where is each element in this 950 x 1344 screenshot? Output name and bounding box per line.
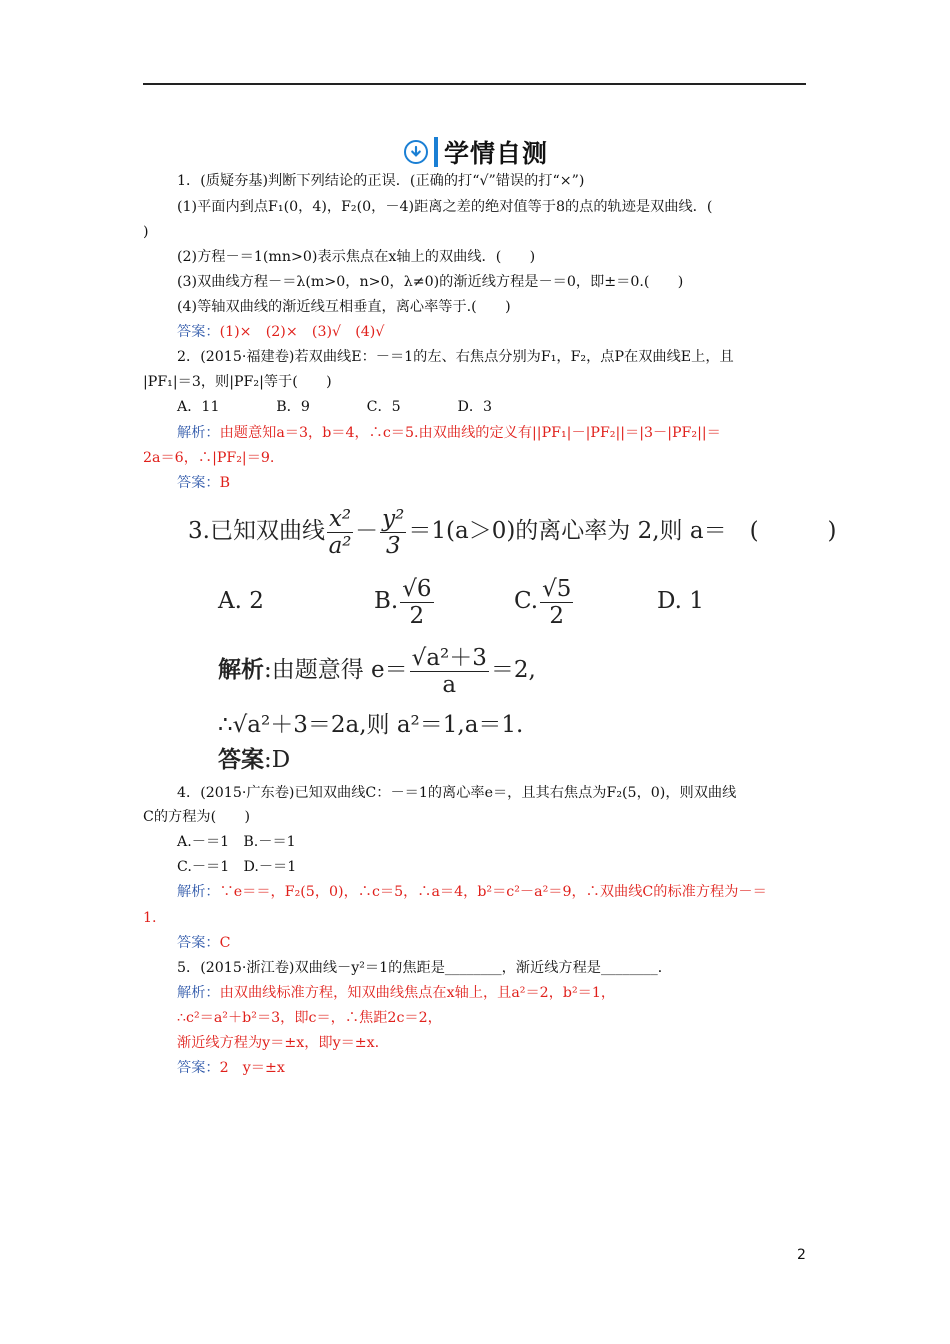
q4-stem: 4．(2015·广东卷)已知双曲线C：－＝1的离心率e＝，且其右焦点为F₂(5，0)，则双曲线 <box>177 785 737 801</box>
q3-fraction-x: $\frac{\text{x²}}{\text{a²}}$ <box>328 505 352 559</box>
analysis-text: 由题意知a＝3，b＝4，∴c＝5.由双曲线的定义有||PF₁|－|PF₂||＝|3－|PF₂||＝ <box>219 425 721 441</box>
q3-stem: 3.已知双曲线 $\frac{\text{x²}}{\text{a²}}$ － $\frac{\text{y²}}{3}$ ＝1(a＞0)的离心率为 2,则 a＝ ( ) <box>188 505 837 559</box>
q1-stem: 1．(质疑夯基)判断下列结论的正误．(正确的打“√”错误的打“×”) <box>177 173 585 189</box>
q3-answer: 答案:D <box>218 747 291 773</box>
q3-analysis-line2: ∴√a²＋3＝2a,则 a²＝1,a＝1. <box>218 712 524 738</box>
section-title: 学情自测 <box>444 139 549 168</box>
q3-option-b: B. $\frac{√6}{2}$ <box>374 575 432 629</box>
q2-analysis-cont: 2a＝6，∴|PF₂|＝9. <box>143 450 275 466</box>
q3-fraction-y: $\frac{\text{y²}}{3}$ <box>382 505 405 559</box>
q1-statement-1: (1)平面内到点F₁(0，4)，F₂(0，－4)距离之差的绝对值等于8的点的轨迹是双曲线．( <box>177 199 713 215</box>
answer-value: B <box>219 475 231 491</box>
answer-label: 答案： <box>177 935 220 951</box>
q3-stem-post: ＝1(a＞0)的离心率为 2,则 a＝ ( ) <box>408 518 837 544</box>
q5-answer <box>177 1058 285 1078</box>
q1-statement-4: (4)等轴双曲线的渐近线互相垂直，离心率等于.( ) <box>177 299 511 315</box>
q3-option-a: A. 2 <box>218 588 264 614</box>
q4-analysis <box>177 882 767 902</box>
analysis-label: 解析： <box>177 985 220 1001</box>
q5-analysis <box>177 983 615 1003</box>
answer-value: (1)× (2)× (3)√ (4)√ <box>219 324 385 340</box>
q1-answer <box>177 322 384 342</box>
answer-label: 答案 <box>218 747 264 773</box>
q1-statement-3: (3)双曲线方程－＝λ(m>0，n>0，λ≠0)的渐近线方程是－＝0，即±＝0.( ) <box>177 274 684 290</box>
answer-label: 答案： <box>177 475 220 491</box>
analysis-label: 解析： <box>177 884 220 900</box>
q5-analysis-line2: ∴c²＝a²＋b²＝3，即c＝，∴焦距2c＝2， <box>177 1010 442 1026</box>
q3-option-c: C. $\frac{√5}{2}$ <box>514 575 572 629</box>
q3-stem-pre: 3.已知双曲线 <box>188 518 325 544</box>
q4-analysis-cont: 1. <box>143 910 157 926</box>
answer-label: 答案： <box>177 324 220 340</box>
header-rule <box>143 83 806 85</box>
section-header <box>404 134 548 170</box>
download-arrow-icon <box>404 140 428 164</box>
q4-stem-cont: C的方程为( ) <box>143 809 251 825</box>
q4-options-ab: A.－＝1 B.－＝1 <box>177 834 296 850</box>
answer-label: 答案： <box>177 1060 220 1076</box>
analysis-text: ∵e＝＝，F₂(5，0)，∴c＝5，∴a＝4，b²＝c²－a²＝9，∴双曲线C的标准方程为－＝ <box>219 884 767 900</box>
page-number: 2 <box>797 1247 806 1263</box>
q5-analysis-line3: 渐近线方程为y＝±x，即y＝±x. <box>177 1035 380 1051</box>
q3-analysis: 解析:由题意得 e＝ $\frac{\text{√a²＋3}}{a}$ ＝2, <box>218 644 536 698</box>
answer-value: C <box>219 935 231 951</box>
q1-statement-1-cont: ) <box>143 224 149 240</box>
q1-statement-2: (2)方程－＝1(mn>0)表示焦点在x轴上的双曲线．( ) <box>177 249 536 265</box>
q5-stem: 5．(2015·浙江卷)双曲线－y²＝1的焦距是________，渐近线方程是________． <box>177 960 672 976</box>
q2-options: A．11 B．9 C．5 D．3 <box>177 399 493 415</box>
analysis-label: 解析 <box>218 657 264 683</box>
q2-answer <box>177 473 230 493</box>
header-bar <box>434 137 438 167</box>
q2-stem-cont: |PF₁|＝3，则|PF₂|等于( ) <box>143 374 332 390</box>
answer-value: 2 y＝±x <box>219 1060 285 1076</box>
analysis-text: 由双曲线标准方程，知双曲线焦点在x轴上，且a²＝2，b²＝1， <box>219 985 616 1001</box>
q4-answer <box>177 933 230 953</box>
q2-analysis <box>177 423 721 443</box>
q2-stem: 2．(2015·福建卷)若双曲线E：－＝1的左、右焦点分别为F₁，F₂，点P在双曲线E上，且 <box>177 349 734 365</box>
q3-option-d: D. 1 <box>657 588 704 614</box>
analysis-label: 解析： <box>177 425 220 441</box>
q4-options-cd: C.－＝1 D.－＝1 <box>177 859 297 875</box>
